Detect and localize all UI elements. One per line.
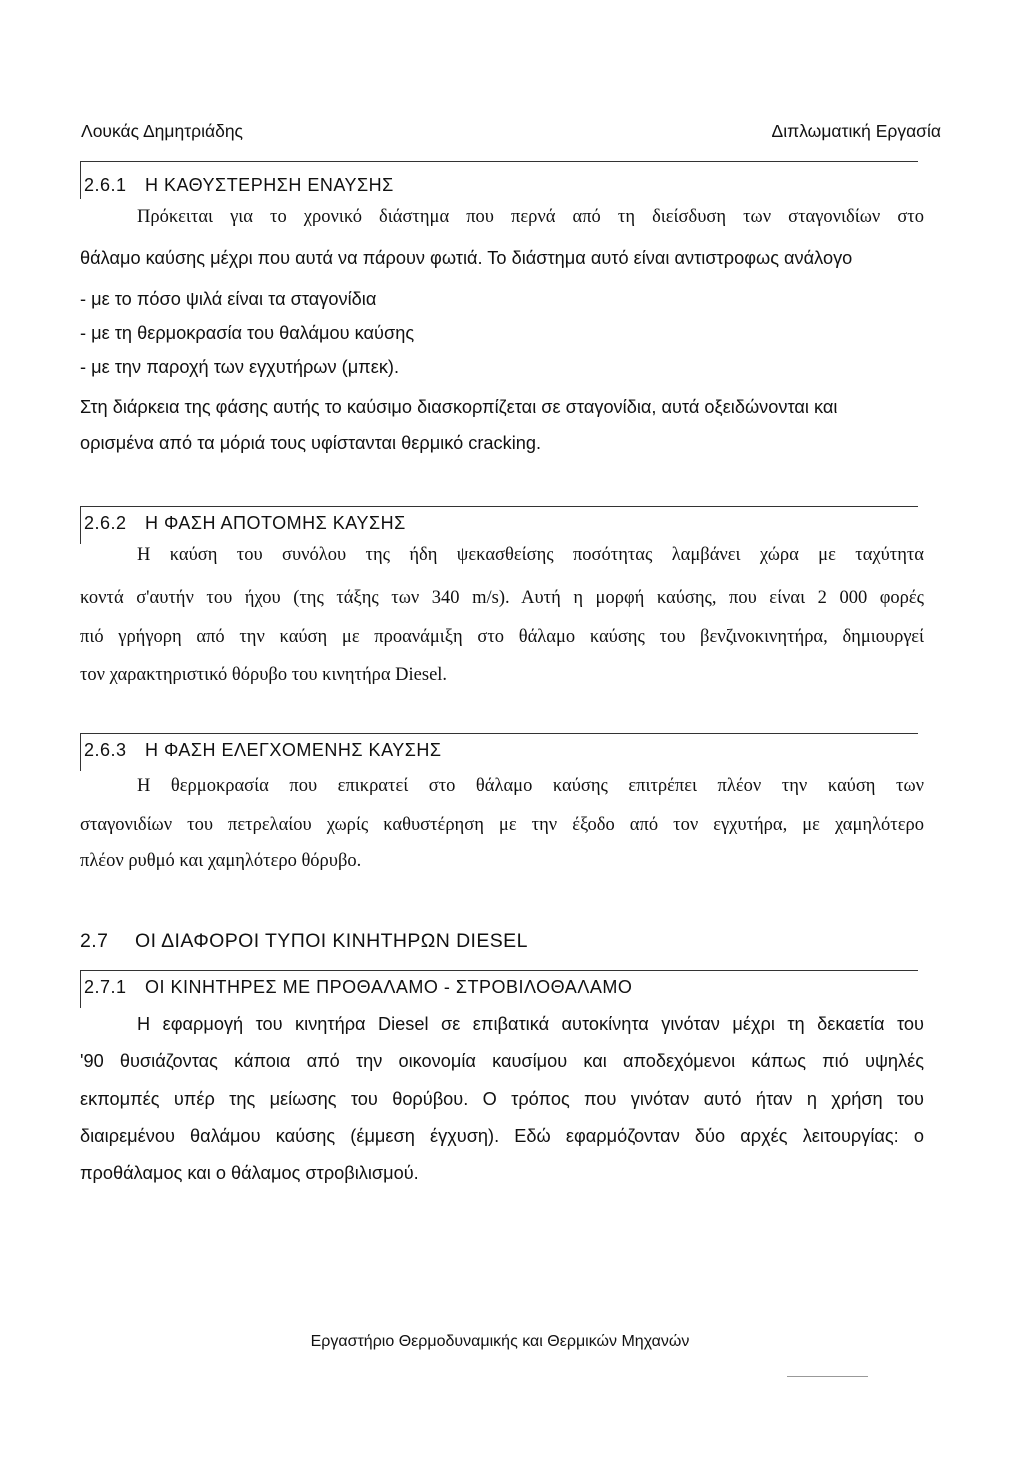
paragraph-line: ορισμένα από τα μόριά τους υφίστανται θερμικό cracking. <box>80 433 542 453</box>
section-rule-left <box>80 733 81 771</box>
paragraph-line: Στη διάρκεια της φάσης αυτής το καύσιμο διασκορπίζεται σε σταγονίδια, αυτά οξειδώνονται και <box>80 397 838 417</box>
paragraph-line: '90 θυσιάζοντας κάποια από την οικονομία καυσίμου και αποδεχόμενοι κάπως πιό υψηλές <box>80 1051 924 1071</box>
paragraph-line: εκπομπές υπέρ της μείωσης του θορύβου. Ο τρόπος που γινόταν αυτό ήταν η χρήση του <box>80 1089 924 1109</box>
section-rule-left <box>80 161 81 199</box>
section-number: 2.6.2 <box>84 513 127 533</box>
footer-dotted-rule <box>787 1376 868 1377</box>
paragraph-line: διαιρεμένου θαλάμου καύσης (έμμεση έγχυση). Εδώ εφαρμόζονταν δύο αρχές λειτουργίας: ο <box>80 1126 924 1146</box>
paragraph-line: σταγονιδίων του πετρελαίου χωρίς καθυστέρηση με την έξοδο από τον εγχυτήρα, με χαμηλότερο <box>80 815 924 835</box>
section-title: Η ΦΑΣΗ ΑΠΟΤΟΜΗΣ ΚΑΥΣΗΣ <box>145 513 406 533</box>
section-title: Η ΚΑΘΥΣΤΕΡΗΣΗ ΕΝΑΥΣΗΣ <box>145 175 394 195</box>
paragraph-line: προθάλαμος και ο θάλαμος στροβιλισμού. <box>80 1163 419 1183</box>
paragraph-line: Πρόκειται για το χρονικό διάστημα που περνά από τη διείσδυση των σταγονιδίων στο <box>137 207 924 227</box>
chapter-title: ΟΙ ΔΙΑΦΟΡΟΙ ΤΥΠΟΙ ΚΙΝΗΤΗΡΩΝ DIESEL <box>135 930 528 952</box>
paragraph-line: θάλαμο καύσης μέχρι που αυτά να πάρουν φωτιά. Το διάστημα αυτό είναι αντιστροφως ανάλογο <box>80 248 853 268</box>
paragraph-line: Η θερμοκρασία που επικρατεί στο θάλαμο καύσης επιτρέπει πλέον την καύση των <box>137 776 924 796</box>
section-number: 2.6.1 <box>84 175 127 195</box>
chapter-number: 2.7 <box>80 930 109 952</box>
section-rule-left <box>80 506 81 544</box>
paragraph-line: Η εφαρμογή του κινητήρα Diesel σε επιβατικά αυτοκίνητα γινόταν μέχρι τη δεκαετία του <box>137 1014 924 1034</box>
paragraph-line: τον χαρακτηριστικό θόρυβο του κινητήρα Diesel. <box>80 665 448 685</box>
list-item: - με τη θερμοκρασία του θαλάμου καύσης <box>80 323 415 343</box>
paragraph-line: Η καύση του συνόλου της ήδη ψεκασθείσης ποσότητας λαμβάνει χώρα με ταχύτητα <box>137 545 924 565</box>
section-rule <box>80 733 918 734</box>
running-header-doc-type: Διπλωματική Εργασία <box>771 121 941 141</box>
section-number: 2.7.1 <box>84 977 127 997</box>
section-rule <box>80 970 918 971</box>
section-rule <box>80 506 918 507</box>
section-rule-left <box>80 970 81 1008</box>
section-number: 2.6.3 <box>84 740 127 760</box>
paragraph-line: κοντά σ'αυτήν του ήχου (της τάξης των 340 m/s). Αυτή η μορφή καύσης, που είναι 2 000 φορές <box>80 588 924 608</box>
section-title: Η ΦΑΣΗ ΕΛΕΓΧΟΜΕΝΗΣ ΚΑΥΣΗΣ <box>145 740 442 760</box>
list-item: - με την παροχή των εγχυτήρων (μπεκ). <box>80 357 400 377</box>
paragraph-line: πιό γρήγορη από την καύση με προανάμιξη στο θάλαμο καύσης του βενζινοκινητήρα, δημιουργεί <box>80 627 924 647</box>
section-rule <box>80 161 918 162</box>
section-title: ΟΙ ΚΙΝΗΤΗΡΕΣ ΜΕ ΠΡΟΘΑΛΑΜΟ - ΣΤΡΟΒΙΛΟΘΑΛΑΜΟ <box>145 977 633 997</box>
list-item: - με το πόσο ψιλά είναι τα σταγονίδια <box>80 289 377 309</box>
running-footer: Εργαστήριο Θερμοδυναμικής και Θερμικών Μηχανών <box>310 1333 690 1350</box>
paragraph-line: πλέον ρυθμό και χαμηλότερο θόρυβο. <box>80 851 362 871</box>
running-header-author: Λουκάς Δημητριάδης <box>81 121 243 141</box>
